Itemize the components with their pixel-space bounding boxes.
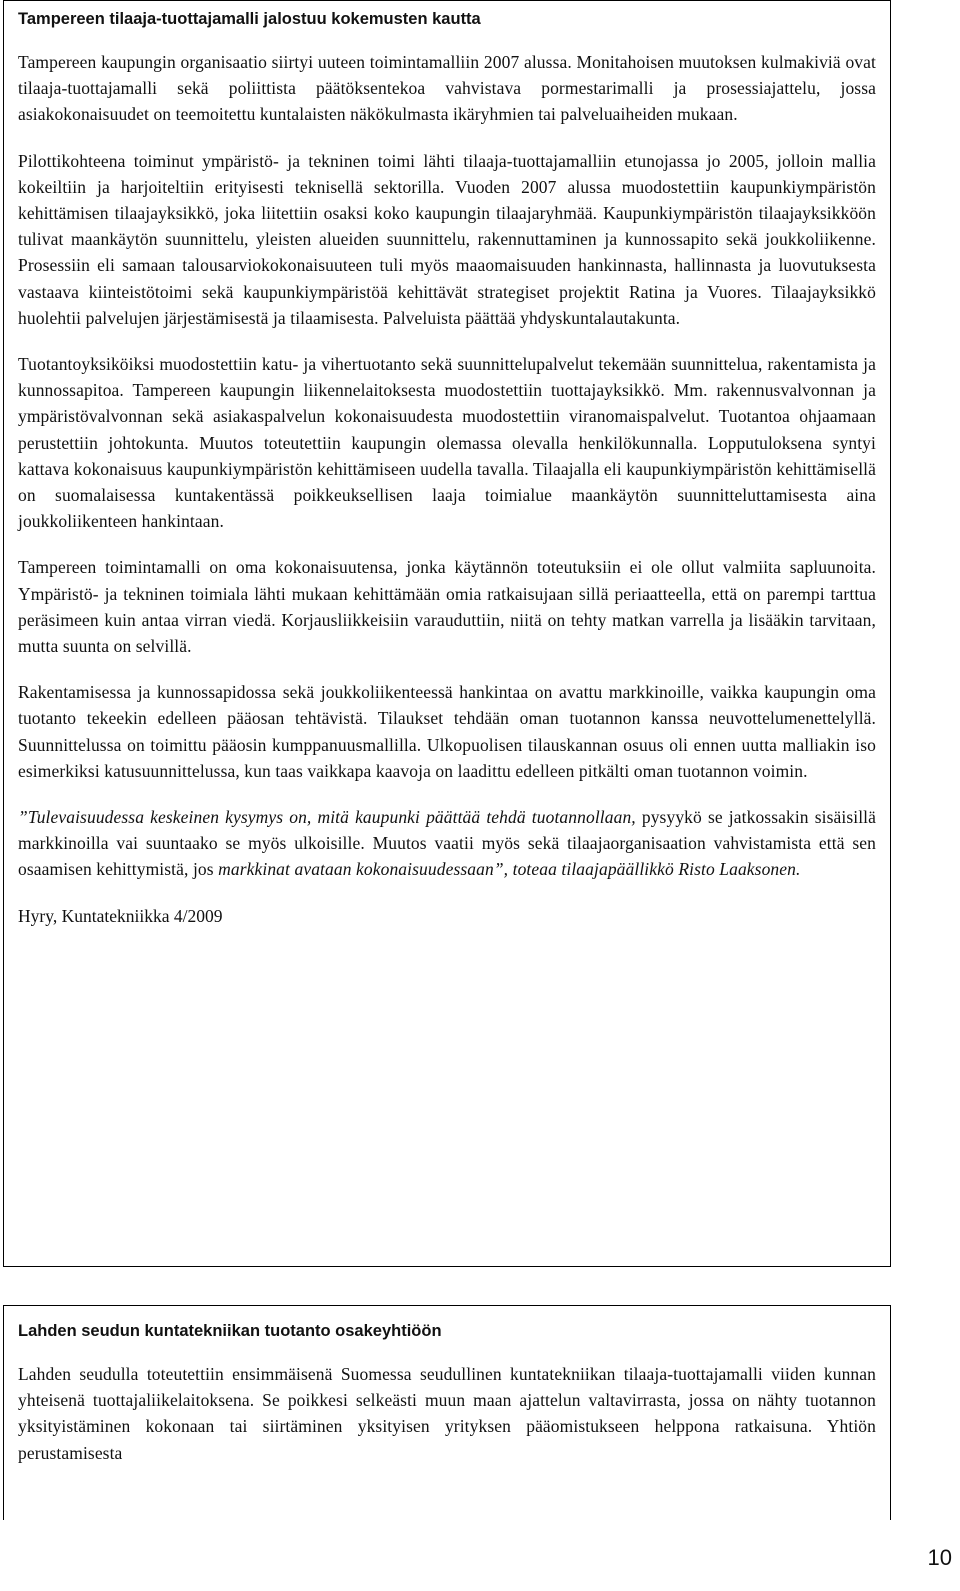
paragraph: Tampereen toimintamalli on oma kokonaisuutensa, jonka käytännön toteutuksiin ei ole ollut valmiita sapluunoita. Ympäristö- ja tekninen toimiala lähti mukaan kehittämään omia ratkaisujaan sillä periaatteella, että on parempi tarttua peräsimeen kuin antaa virran viedä. Korjausliikkeisiin varauduttiin, niitä on tehty matkan varrella ja lisääkin tarvitaan, mutta suunta on selvillä.	[18, 557, 876, 657]
paragraph: Rakentamisessa ja kunnossapidossa sekä joukkoliikenteessä hankintaa on avattu markkinoille, vaikka kaupungin oma tuotanto tekeekin edelleen pääosan tehtävistä. Tilaukset tehdään oman tuotannon kanssa neuvottelumenettelyllä. Suunnittelussa on toimittu pääosin kumppanuusmallilla. Ulkopuolisen tilauskannan osuus oli ennen uutta malliakin iso esimerkiksi katusuunnittelussa, kun taas vaikkapa kaavoja on laadittu edelleen pitkälti oman tuotannon voimin.	[18, 682, 876, 781]
paragraph: Tuotantoyksiköiksi muodostettiin katu- ja vihertuotanto sekä suunnittelupalvelut tekemään suunnittelua, rakentamista ja kunnossapitoa. Tampereen kaupungin liikennelaitoksesta muodostettiin tuottajayksikkö. Mm. rakennusvalvonnan ja ympäristövalvonnan sekä asiakaspalvelun kokonaisuudesta muodostettiin viranomaispalvelut. Tuotantoa ohjaamaan perustettiin johtokunta. Muutos toteutettiin kaupungin olemassa olevalla henkilökunnalla. Lopputuloksena syntyi kattava kokonaisuus kaupunkiympäristön kehittämiseen uudella tavalla. Tilaajalla eli kaupunkiympäristön kehittämisellä on suomalaisessa kuntakentässä poikkeuksellisen laaja toimialue maankäytön suunnitteluttamisesta aina joukkoliikenteen hankintaan.	[18, 354, 876, 532]
quote-plain: pysyykö se jatkossakin sisäisillä markkinoilla vai suuntaako se myös ulkoisille. Muutos vaatii myös sekä tilaajaorganisaation vahvistamista että sen osaamisen kehittymistä, jos	[18, 807, 876, 880]
section-heading: Tampereen tilaaja-tuottajamalli jalostuu kokemusten kautta	[18, 10, 481, 28]
quote-paragraph	[18, 804, 876, 883]
paragraph: Tampereen kaupungin organisaatio siirtyi uuteen toimintamalliin 2007 alussa. Monitahoisen muutoksen kulmakiviä ovat tilaaja-tuottajamalli sekä poliittista päätöksentekoa vahvistava pormestarimalli ja prosessiajattelu, jossa asiakokonaisuudet on teemoitettu kuntalaisten näkökulmasta ikäryhmien tai palveluaiheiden mukaan.	[18, 52, 876, 125]
paragraph: Pilottikohteena toiminut ympäristö- ja tekninen toimi lähti tilaaja-tuottajamalliin etunojassa jo 2005, jolloin mallia kokeiltiin ja harjoiteltiin erityisesti teknisellä sektorilla. Vuoden 2007 alussa muodostettiin kaupunkiympäristön kehittämisen tilaajayksikkö, joka liitettiin osaksi koko kaupungin tilaajaryhmää. Kaupunkiympäristön tilaajayksikköön tulivat maankäytön suunnittelu, yleisten alueiden suunnittelu, rakennuttaminen ja kunnossapito sekä joukkoliikenne. Prosessiin eli samaan talousarviokokonaisuuteen tuli myös maaomaisuuden hankinnasta, hallinnasta ja luovutuksesta vastaava kiinteistötoimi sekä kaupunkiympäristöä kehittävät strategiset projektit Ratina ja Vuores. Tilaajayksikkö huolehtii palvelujen järjestämisestä ja tilaamisesta. Palveluista päättää yhdyskuntalautakunta.	[18, 150, 876, 328]
section-heading: Lahden seudun kuntatekniikan tuotanto osakeyhtiöön	[18, 1322, 442, 1340]
page-number: 10	[927, 1545, 952, 1570]
source-citation: Hyry, Kuntatekniikka 4/2009	[18, 905, 223, 926]
quote-italic-end: markkinat avataan kokonaisuudessaan”, toteaa tilaajapäällikkö Risto Laaksonen.	[218, 859, 801, 880]
paragraph: Lahden seudulla toteutettiin ensimmäisenä Suomessa seudullinen kuntatekniikan tilaaja-tuottajamalli viiden kunnan yhteisenä tuottajaliikelaitoksena. Se poikkesi selkeästi muun maan ajattelun valtavirrasta, jossa on nähty tuotannon yksityistäminen kokonaan tai siirtäminen yksityisen yrityksen pääomistukseen helppona ratkaisuna. Yhtiön perustamisesta	[18, 1364, 876, 1463]
article-box-lahti	[3, 1305, 891, 1520]
quote-italic-start: ”Tulevaisuudessa keskeinen kysymys on, mitä kaupunki päättää tehdä tuotannollaan,	[18, 807, 636, 828]
article-box-tampere	[3, 0, 891, 1267]
